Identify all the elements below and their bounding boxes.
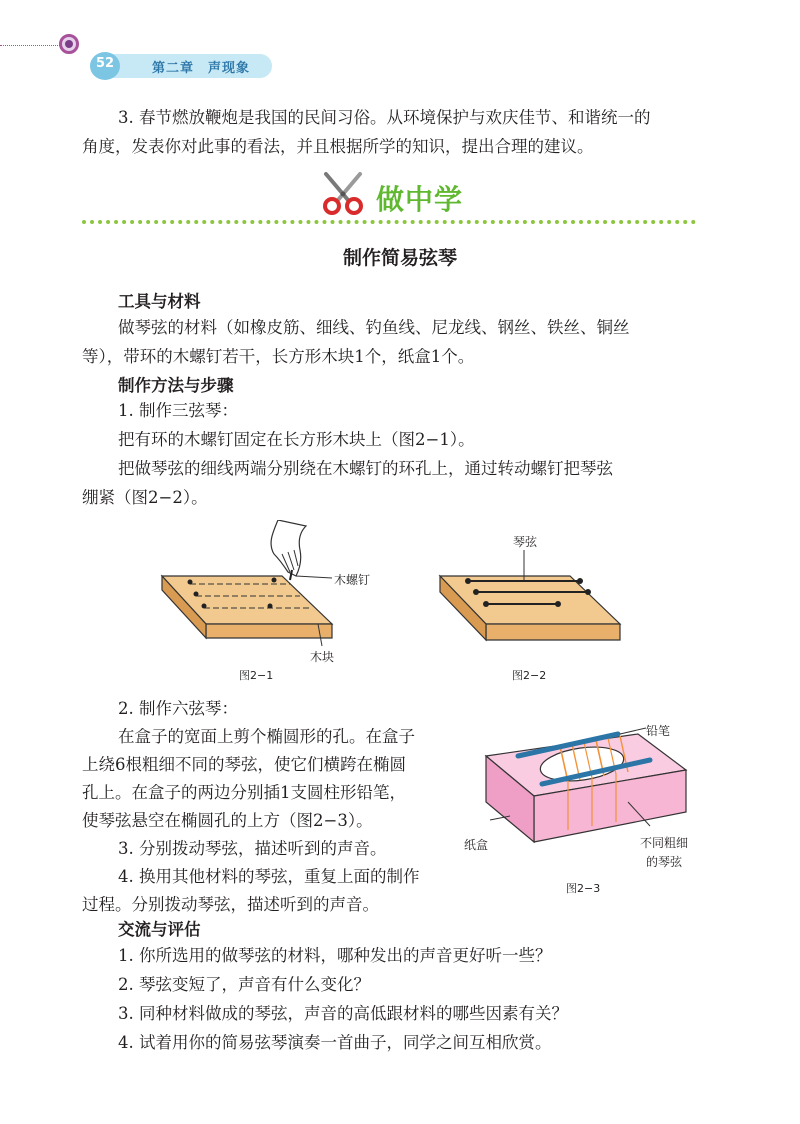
tools-line1: 做琴弦的材料（如橡皮筋、细线、钓鱼线、尼龙线、钢丝、铁丝、铜丝	[118, 318, 630, 337]
step2-line2: 上绕6根粗细不同的琴弦，使它们横跨在椭圆	[82, 755, 406, 774]
scissors-icon	[316, 170, 370, 216]
discussion-heading: 交流与评估	[118, 920, 201, 939]
fig3-caption: 图2−3	[566, 882, 601, 895]
fig1-label-screw: 木螺钉	[334, 573, 371, 587]
question3-line2: 角度，发表你对此事的看法，并且根据所学的知识，提出合理的建议。	[82, 137, 594, 156]
step3: 3. 分别拨动琴弦，描述听到的声音。	[118, 839, 387, 858]
step1-line2: 把做琴弦的细线两端分别绕在木螺钉的环孔上，通过转动螺钉把琴弦	[118, 459, 613, 478]
tools-heading: 工具与材料	[118, 292, 201, 311]
step4-line2: 过程。分别拨动琴弦，描述听到的声音。	[82, 895, 379, 914]
fig3-label-strings-line1: 不同粗细	[640, 836, 689, 850]
figure-2-1-wood-block	[150, 520, 340, 660]
discussion-q1: 1. 你所选用的做琴弦的材料，哪种发出的声音更好听一些？	[118, 946, 552, 965]
step2-line1: 在盒子的宽面上剪个椭圆形的孔。在盒子	[118, 727, 415, 746]
page-number: 52	[95, 56, 115, 71]
activity-title: 制作简易弦琴	[342, 247, 457, 269]
fig3-label-box: 纸盒	[464, 838, 489, 852]
section-divider	[82, 220, 696, 224]
step2-title: 2. 制作六弦琴：	[118, 699, 238, 718]
banner-title: 做中学	[376, 183, 464, 216]
fig2-label-string: 琴弦	[513, 535, 538, 549]
step1-line3: 绷紧（图2−2）。	[82, 488, 208, 507]
tools-line2: 等），带环的木螺钉若干，长方形木块1个，纸盒1个。	[82, 347, 475, 366]
fig2-caption: 图2−2	[512, 669, 547, 682]
step2-line4: 使琴弦悬空在椭圆孔的上方（图2−3）。	[82, 811, 373, 830]
fig1-caption: 图2−1	[239, 669, 274, 682]
fig3-label-strings-line2: 的琴弦	[646, 855, 683, 869]
figure-2-2-three-string-harp	[430, 548, 630, 658]
discussion-q2: 2. 琴弦变短了，声音有什么变化？	[118, 975, 370, 994]
header-ring-center	[65, 40, 73, 48]
fig1-label-block: 木块	[310, 650, 335, 664]
discussion-q3: 3. 同种材料做成的琴弦，声音的高低跟材料的哪些因素有关？	[118, 1004, 568, 1023]
discussion-q4: 4. 试着用你的简易弦琴演奏一首曲子，同学之间互相欣赏。	[118, 1033, 552, 1052]
step2-line3: 孔上。在盒子的两边分别插1支圆柱形铅笔，	[82, 783, 406, 802]
question3-line1: 3. 春节燃放鞭炮是我国的民间习俗。从环境保护与欢庆佳节、和谐统一的	[118, 108, 651, 127]
chapter-title: 第二章 声现象	[152, 61, 251, 76]
step4-line1: 4. 换用其他材料的琴弦，重复上面的制作	[118, 867, 420, 886]
fig3-label-pencil: 铅笔	[646, 724, 671, 738]
step1-title: 1. 制作三弦琴：	[118, 401, 238, 420]
step1-line1: 把有环的木螺钉固定在长方形木块上（图2−1）。	[118, 430, 475, 449]
method-heading: 制作方法与步骤	[118, 376, 234, 395]
